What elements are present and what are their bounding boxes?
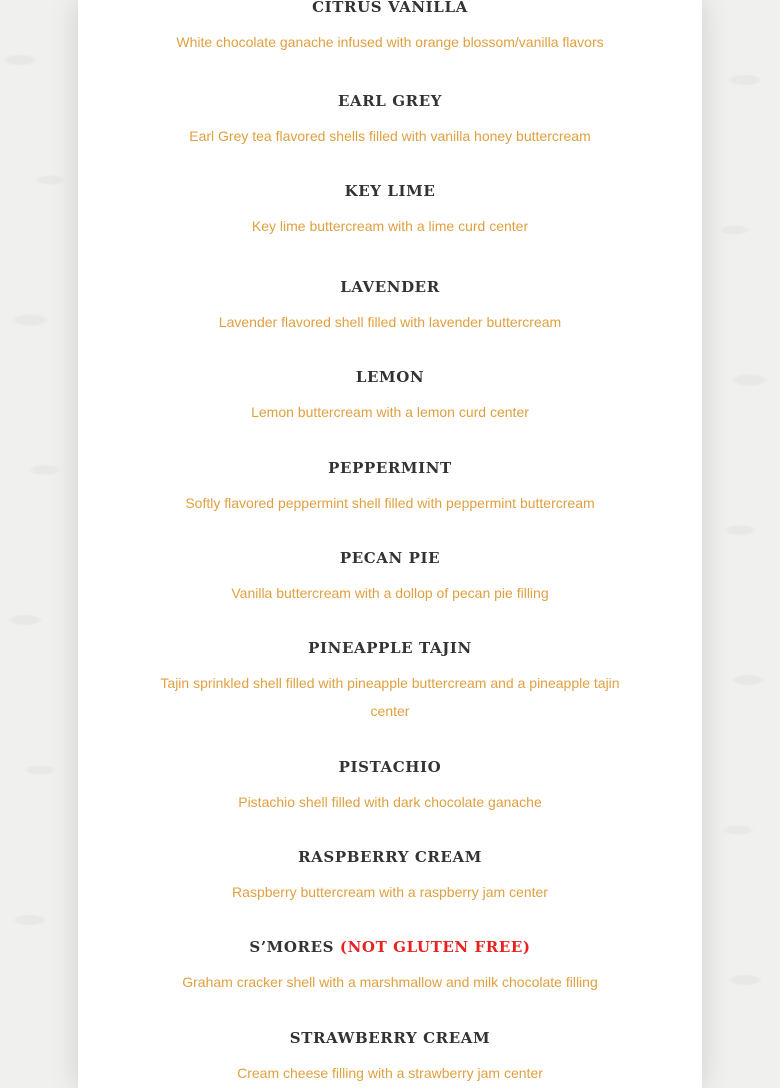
flavor-name: PISTACHIO	[338, 758, 442, 776]
flavor-description: Tajin sprinkled shell filled with pineapple buttercream and a pineapple tajin center	[160, 675, 620, 719]
flavor-description: Pistachio shell filled with dark chocolate ganache	[238, 794, 542, 810]
flavor-name: S’MORES	[249, 938, 335, 956]
flavor-heading	[78, 937, 702, 957]
flavor-item-pecan-pie	[78, 548, 702, 607]
flavor-name: LAVENDER	[340, 278, 440, 296]
flavor-item-peppermint	[78, 458, 702, 517]
flavor-description: White chocolate ganache infused with orange blossom/vanilla flavors	[176, 34, 604, 50]
flavor-name: LEMON	[355, 368, 425, 386]
flavor-item-pineapple-tajin	[78, 638, 702, 725]
flavor-item-lemon	[78, 367, 702, 426]
flavor-item-raspberry-cream	[78, 847, 702, 906]
flavor-name: KEY LIME	[344, 182, 436, 200]
flavor-description: Cream cheese filling with a strawberry jam center	[237, 1065, 543, 1081]
flavor-name: CITRUS VANILLA	[312, 0, 468, 16]
flavor-name: RASPBERRY CREAM	[298, 848, 482, 866]
flavor-item-key-lime	[78, 181, 702, 240]
flavor-description: Softly flavored peppermint shell filled with peppermint buttercream	[185, 495, 595, 511]
flavor-description: Lemon buttercream with a lemon curd center	[251, 404, 529, 420]
flavor-name: STRAWBERRY CREAM	[289, 1029, 491, 1047]
flavor-item-citrus-vanilla	[78, 0, 702, 56]
flavor-menu-panel	[78, 0, 702, 1088]
flavor-item-pistachio	[78, 757, 702, 816]
flavor-name: PEPPERMINT	[328, 459, 452, 477]
flavor-item-smores	[78, 937, 702, 996]
flavor-item-strawberry-cream	[78, 1028, 702, 1087]
flavor-description: Lavender flavored shell filled with lavender buttercream	[218, 314, 562, 330]
flavor-item-lavender	[78, 277, 702, 336]
flavor-name: EARL GREY	[337, 92, 443, 110]
flavor-description: Key lime buttercream with a lime curd center	[251, 218, 529, 234]
flavor-description: Raspberry buttercream with a raspberry jam center	[232, 884, 548, 900]
flavor-description: Vanilla buttercream with a dollop of pecan pie filling	[231, 585, 549, 601]
flavor-name: PINEAPPLE TAJIN	[308, 639, 472, 657]
flavor-item-earl-grey	[78, 91, 702, 150]
flavor-name: PECAN PIE	[339, 549, 441, 567]
flavor-description: Earl Grey tea flavored shells filled with vanilla honey buttercream	[189, 128, 591, 144]
flavor-description: Graham cracker shell with a marshmallow and milk chocolate filling	[182, 974, 598, 990]
gluten-warning-note: (NOT GLUTEN FREE)	[339, 938, 531, 956]
